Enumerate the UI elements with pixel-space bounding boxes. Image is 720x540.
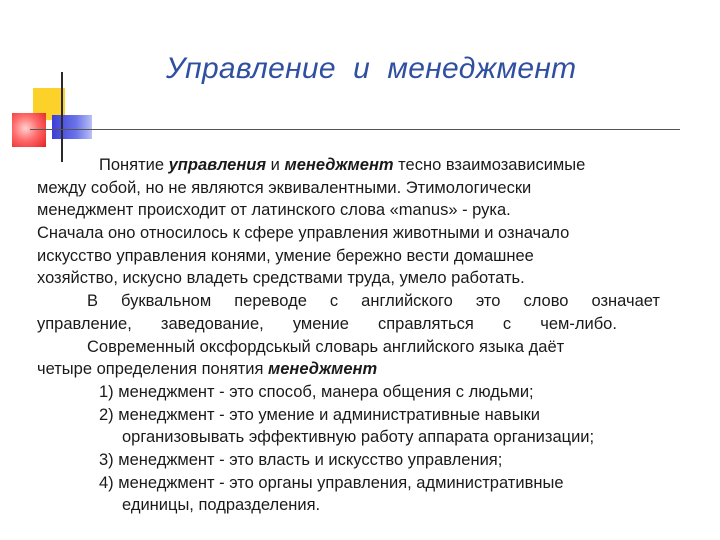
paragraph-2-line-2 <box>37 313 697 336</box>
word: с <box>329 292 339 311</box>
word: английского <box>361 292 453 311</box>
list-item-2-continuation: организовывать эффективную работу аппарата организации; <box>122 428 595 447</box>
word: В <box>87 292 99 311</box>
word: заведование, <box>160 314 264 333</box>
word: справляться <box>378 314 474 333</box>
list-item-2: 2) менеджмент - это умение и административные навыки <box>99 405 540 424</box>
term-upravlenie: управления <box>168 156 267 174</box>
vertical-rule <box>61 72 63 162</box>
paragraph-3-line-2 <box>37 358 697 381</box>
list-item-4-continuation: единицы, подразделения. <box>122 496 321 515</box>
paragraph-1-line-3: менеджмент происходит от латинского слова «manus» - рука. <box>37 201 511 220</box>
paragraph-1-line-1 <box>37 154 697 177</box>
text: четыре определения понятия <box>37 360 269 379</box>
paragraph-1-line-2: между собой, но не являются эквивалентными. Этимологически <box>37 178 532 197</box>
list-item-4: 4) менеджмент - это органы управления, административные <box>99 473 564 492</box>
text: Понятие <box>99 156 169 174</box>
text: и <box>266 156 285 174</box>
word: умение <box>292 314 349 333</box>
word: означает <box>591 292 660 311</box>
red-square-decoration <box>12 113 46 147</box>
word: переводе <box>234 292 307 311</box>
paragraph-1-line-4: Сначала оно относилось к сфере управления животными и означало <box>37 224 570 243</box>
word: буквальном <box>121 292 212 311</box>
word: с <box>502 314 512 333</box>
text: тесно взаимозависимые <box>393 156 586 174</box>
paragraph-1-line-6: хозяйство, искусно владеть средствами труда, умело работать. <box>37 269 525 288</box>
paragraph-1-line-5: искусство управления конями, умение бережно вести домашнее <box>37 246 534 265</box>
slide-title: Управление и менеджмент <box>166 52 577 85</box>
paragraph-3-line-1: Современный оксфордськый словарь английского языка даёт <box>87 337 565 356</box>
list-item-1: 1) менеджмент - это способ, манера общения с людьми; <box>99 382 534 401</box>
blue-square-decoration <box>52 115 92 139</box>
slide-body <box>37 154 697 517</box>
term-menedzhment: менеджмент <box>284 156 394 174</box>
word: управление, <box>37 314 132 333</box>
term-menedzhment: менеджмент <box>268 360 378 379</box>
paragraph-2-line-1 <box>37 290 697 313</box>
word: чем-либо. <box>540 314 617 333</box>
list-item-3: 3) менеджмент - это власть и искусство управления; <box>99 450 503 469</box>
word: это <box>475 292 501 311</box>
horizontal-rule <box>30 129 680 130</box>
word: слово <box>523 292 569 311</box>
